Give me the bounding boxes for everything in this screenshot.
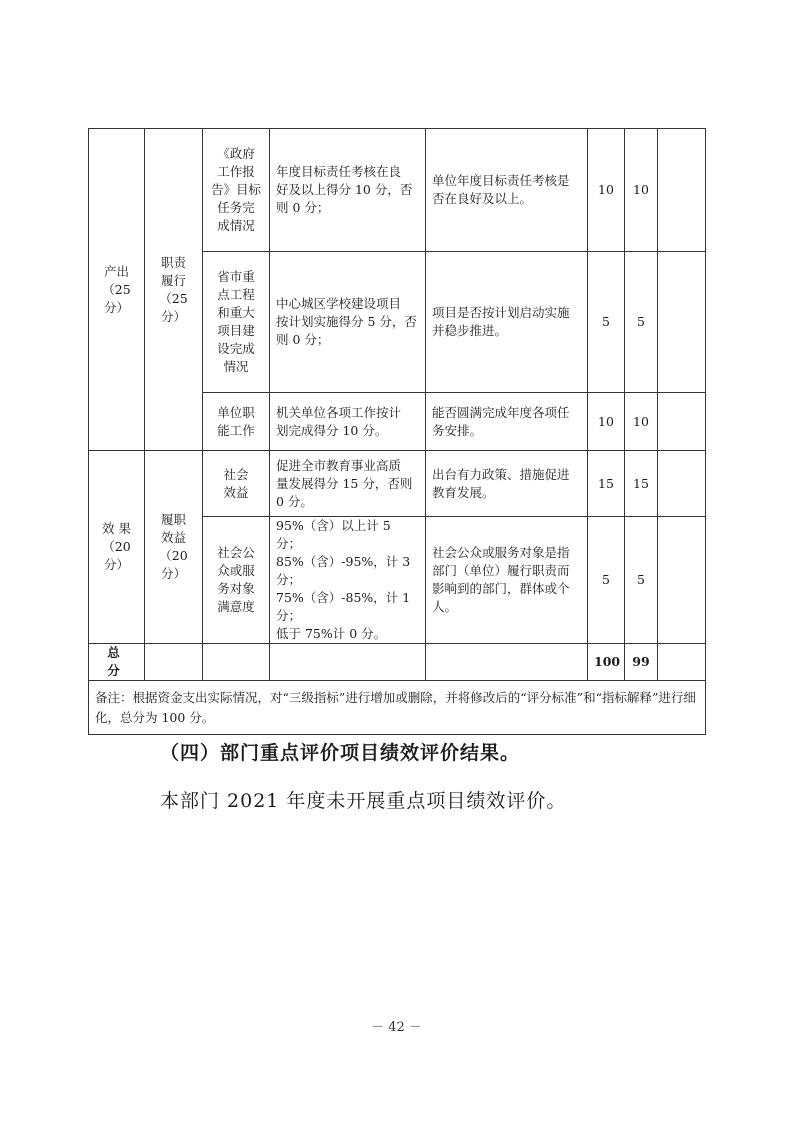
empty-cell	[658, 393, 706, 451]
total-score: 99	[625, 644, 658, 681]
level3-indicator-cell: 社会公 众或服 务对象 满意度	[203, 517, 270, 644]
level1-indicator-cell: 效 果 （20 分）	[89, 451, 145, 644]
score-cell: 5	[625, 252, 658, 393]
performance-table	[88, 128, 706, 735]
remark-row	[89, 681, 706, 735]
scoring-standard-cell: 95%（含）以上计 5 分； 85%（含）-95%，计 3 分； 75%（含）-85%，计 1 分； 低于 75%计 0 分。	[270, 517, 426, 644]
empty-cell	[145, 644, 203, 681]
indicator-explanation-cell: 社会公众或服务对象是指 部门（单位）履行职责而 影响到的部门，群体或个 人。	[426, 517, 588, 644]
level3-indicator-cell: 省市重 点工程 和重大 项目建 设完成 情况	[203, 252, 270, 393]
empty-cell	[658, 129, 706, 252]
table-row	[89, 451, 706, 517]
scoring-standard-cell: 年度目标责任考核在良 好及以上得分 10 分，否 则 0 分；	[270, 129, 426, 252]
level1-indicator-cell: 产出 （25 分）	[89, 129, 145, 451]
level2-indicator-cell: 履职 效益 （20 分）	[145, 451, 203, 644]
weight-cell: 10	[588, 393, 625, 451]
empty-cell	[426, 644, 588, 681]
score-cell: 15	[625, 451, 658, 517]
score-cell: 5	[625, 517, 658, 644]
empty-cell	[203, 644, 270, 681]
total-row	[89, 644, 706, 681]
section-body: 本部门 2021 年度未开展重点项目绩效评价。	[160, 790, 567, 812]
scoring-standard-cell: 中心城区学校建设项目 按计划实施得分 5 分，否 则 0 分；	[270, 252, 426, 393]
level3-indicator-cell: 单位职 能工作	[203, 393, 270, 451]
total-label: 总 分	[89, 644, 145, 681]
weight-cell: 15	[588, 451, 625, 517]
table-row	[89, 129, 706, 252]
indicator-explanation-cell: 能否圆满完成年度各项任 务安排。	[426, 393, 588, 451]
section-heading: （四）部门重点评价项目绩效评价结果。	[160, 742, 521, 764]
indicator-explanation-cell: 单位年度目标责任考核是 否在良好及以上。	[426, 129, 588, 252]
empty-cell	[658, 451, 706, 517]
remark-note: 备注：根据资金支出实际情况，对“三级指标”进行增加或删除，并将修改后的“评分标准”和“指标解释”进行细化，总分为 100 分。	[89, 681, 706, 735]
empty-cell	[658, 252, 706, 393]
empty-cell	[270, 644, 426, 681]
level2-indicator-cell: 职责 履行 （25 分）	[145, 129, 203, 451]
level3-indicator-cell: 《政府 工作报 告》目标 任务完 成情况	[203, 129, 270, 252]
weight-cell: 5	[588, 517, 625, 644]
scoring-standard-cell: 机关单位各项工作按计 划完成得分 10 分。	[270, 393, 426, 451]
weight-cell: 10	[588, 129, 625, 252]
indicator-explanation-cell: 项目是否按计划启动实施 并稳步推进。	[426, 252, 588, 393]
indicator-explanation-cell: 出台有力政策、措施促进 教育发展。	[426, 451, 588, 517]
page-number: － 42 －	[371, 1020, 422, 1035]
empty-cell	[658, 517, 706, 644]
scoring-standard-cell: 促进全市教育事业高质 量发展得分 15 分，否则 0 分。	[270, 451, 426, 517]
empty-cell	[658, 644, 706, 681]
weight-cell: 5	[588, 252, 625, 393]
level3-indicator-cell: 社会 效益	[203, 451, 270, 517]
score-cell: 10	[625, 393, 658, 451]
score-cell: 10	[625, 129, 658, 252]
total-weight: 100	[588, 644, 625, 681]
